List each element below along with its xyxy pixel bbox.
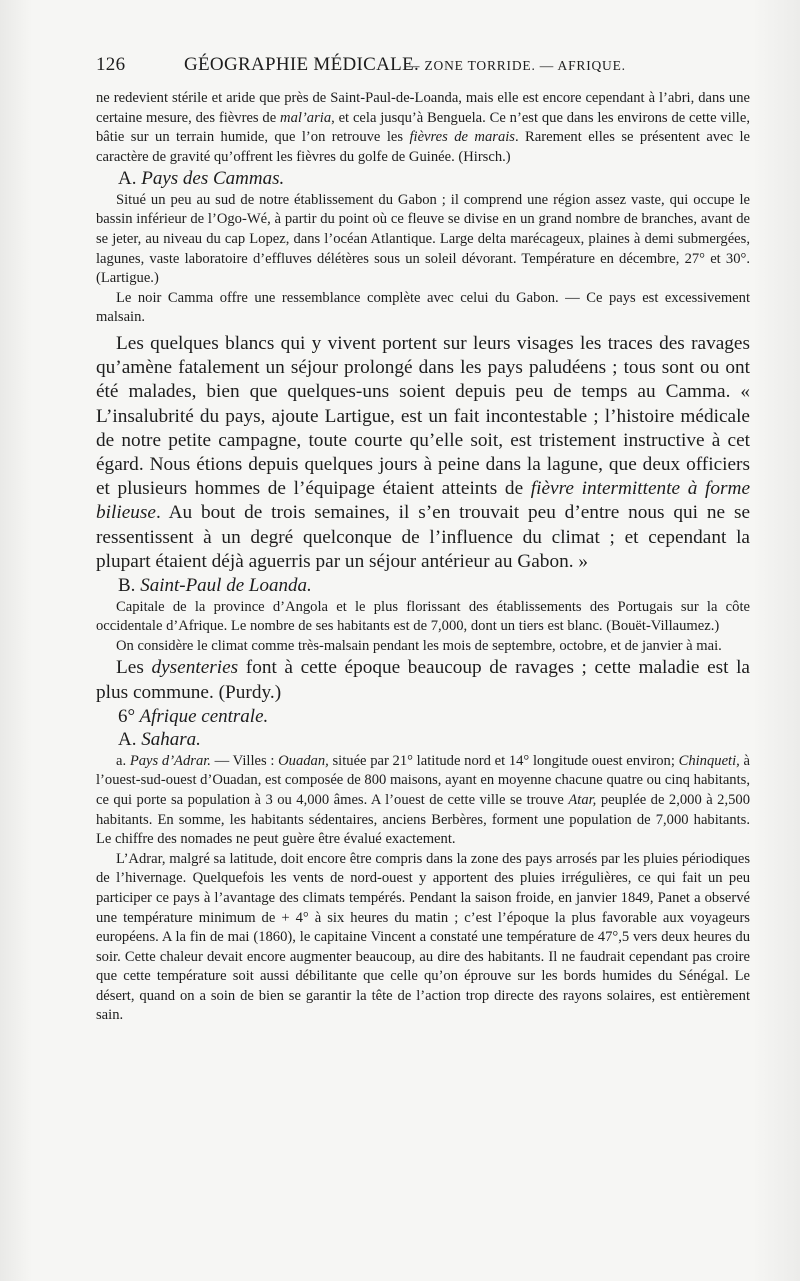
page-body <box>96 89 750 1026</box>
paragraph-adrar-climate: L’Adrar, malgré sa latitude, doit encore être compris dans la zone des pays arrosés par les pluies périodiques de l’hivernage. Quelquefois les vents de nord-ouest y apportent des pluies irrégulières, ce qui fait un peu participer ce pays à l’avantage des climats tempérés. Pendant la saison froide, en janvier 1849, Panet a observé une température minimum de + 4° à six heures du matin ; c’est l’époque la plus favorable aux voyageurs européens. A la fin de mai (1860), le capitaine Vincent a constaté une température de 47°,5 vers deux heures du soir. Cette chaleur devait encore augmenter beaucoup, au dire des habitants. Il ne faudrait cependant pas croire que cette température soit aussi débilitante que celle qu’on éprouve sur les bords humides du Sénégal. Le désert, quand on a soin de bien se garantir la tête de l’action trop directe des rayons solaires, est entièrement sain. <box>96 850 750 1024</box>
paragraph-loanda-climate: On considère le climat comme très-malsain pendant les mois de septembre, octobre, et de janvier à mai. <box>116 637 722 654</box>
paragraph-adrar-cities: a. Pays d’Adrar. — Villes : Ouadan, située par 21° latitude nord et 14° longitude ouest environ; Chinqueti, à l’ouest-sud-ouest d’Ouadan, est composée de 800 maisons, ayant en moyenne chacune quatre ou cinq habitants, ce qui porte sa population à 3 ou 4,000 âmes. A l’ouest de cette ville se trouve Atar, peuplée de 2,000 à 2,500 habitants. En somme, les habitants sédentaires, anciens Berbères, forment une population de 7,000 habitants. Le chiffre des nomades ne peut guère être évalué exactement. <box>96 752 750 848</box>
running-title: GÉOGRAPHIE MÉDICALE. <box>184 54 420 75</box>
section-heading-afrique-centrale: 6° Afrique centrale. <box>118 705 269 727</box>
paragraph-dysenteries: Les dysenteries font à cette époque beaucoup de ravages ; cette maladie est la plus commune. (Purdy.) <box>96 657 750 703</box>
running-subtitle: — ZONE TORRIDE. — AFRIQUE. <box>406 58 626 73</box>
page-number: 126 <box>96 54 126 75</box>
section-heading-cammas: A. Pays des Cammas. <box>118 168 285 190</box>
running-header <box>96 54 736 78</box>
paragraph-cammas-location: Situé un peu au sud de notre établissement du Gabon ; il comprend une région assez vaste, qui occupe le bassin inférieur de l’Ogo-Wé, à partir du point où ce fleuve se divise en un grand nombre de branches, avant de se jeter, au niveau du cap Lopez, dans l’océan Atlantique. Large delta marécageux, plaines à demi submergées, lagunes, vaste laboratoire d’effluves délétères sous un soleil dévorant. Température en décembre, 27° et 30°. (Lartigue.) <box>96 191 750 287</box>
paragraph-blancs: Les quelques blancs qui y vivent portent sur leurs visages les traces des ravages qu’amène fatalement un séjour prolongé dans les pays paludéens ; tous sont ou ont été malades, bien que quelques-uns soient depuis peu de temps au Camma. « L’insalubrité du pays, ajoute Lartigue, est un fait incontestable ; l’histoire médicale de notre petite campagne, toute courte qu’elle soit, est tristement instructive à cet égard. Nous étions depuis quelques jours à peine dans la lagune, que deux officiers et plusieurs hommes de l’équipage étaient atteints de fièvre intermittente à forme bilieuse. Au bout de trois semaines, il s’en trouvait peu d’entre nous qui ne se ressentissent à un degré quelconque de l’influence du climat ; et cependant la plupart étaient déjà aguerris par un séjour antérieur au Gabon. » <box>96 333 750 572</box>
paragraph-camma-people: Le noir Camma offre une ressemblance complète avec celui du Gabon. — Ce pays est excessivement malsain. <box>96 289 750 326</box>
paragraph-loanda-intro: ne redevient stérile et aride que près de Saint-Paul-de-Loanda, mais elle est encore cependant à l’abri, dans une certaine mesure, des fièvres de mal’aria, et cela jusqu’à Benguela. Ce n’est que dans les environs de cette ville, bâtie sur un terrain humide, que l’on retrouve les fièvres de marais. Rarement elles se présentent avec le caractère de gravité qu’offrent les fièvres du golfe de Guinée. (Hirsch.) <box>96 90 750 165</box>
paragraph-loanda-capital: Capitale de la province d’Angola et le plus florissant des établissements des Portugais sur la côte occidentale d’Afrique. Le nombre de ses habitants est de 7,000, dont un tiers est blanc. (Bouët-Villaumez.) <box>96 598 750 635</box>
section-heading-loanda: B. Saint-Paul de Loanda. <box>118 575 312 597</box>
section-heading-sahara: A. Sahara. <box>118 729 201 751</box>
